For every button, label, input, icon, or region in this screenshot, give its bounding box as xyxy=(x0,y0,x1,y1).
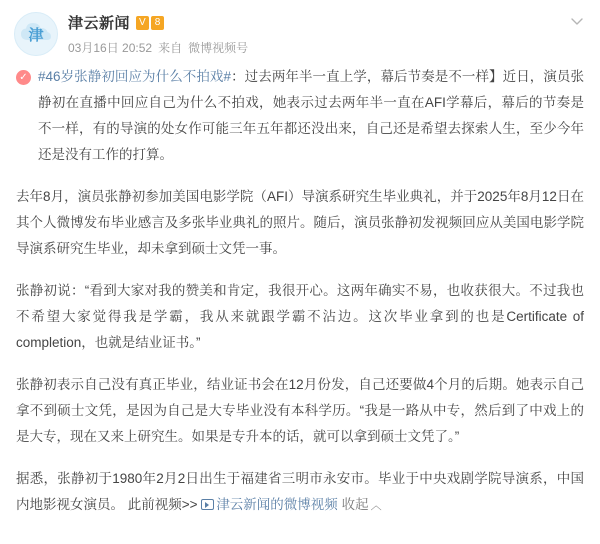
paragraph-5-text: 据悉，张静初于1980年2月2日出生于福建省三明市永安市。毕业于中央戏剧学院导演系，中国内地影视女演员。 xyxy=(16,471,584,512)
bottom-fade xyxy=(0,530,600,544)
name-row xyxy=(68,12,584,32)
post-paragraph-3: 张静初说：“看到大家对我的赞美和肯定，我很开心。这两年确实不易，也收获很大。不过我也不希望大家觉得我是学霸，我从来就跟学霸不沾边。这次毕业拿到的也是Certificate of completion，也就是结业证书。” xyxy=(16,283,584,350)
paragraph-1-text: ：过去两年半一直上学，幕后节奏是不一样】近日，演员张静初在直播中回应自己为什么不拍戏，她表示过去两年半一直在AFI学幕后，幕后的节奏是不一样，有的导演的处女作可能三年五年都还没出来，自己还是希望去探索人生，至少今年还是没有工作的打算。 xyxy=(38,69,584,162)
header-text-block xyxy=(68,12,584,56)
post-meta xyxy=(68,39,584,56)
collapse-label: 收起 xyxy=(341,497,369,512)
hot-dot-glyph: ✓ xyxy=(19,71,28,83)
post-paragraph-1 xyxy=(16,64,584,168)
avatar-text: 津 xyxy=(28,26,44,44)
collapse-arrow: ︿ xyxy=(370,500,382,512)
video-link[interactable] xyxy=(201,497,338,512)
post-paragraph-5 xyxy=(16,466,584,519)
avatar[interactable] xyxy=(14,12,58,56)
post-paragraph-2: 去年8月，演员张静初参加美国电影学院（AFI）导演系研究生毕业典礼，并于2025年8月12日在其个人微博发布毕业感言及多张毕业典礼的照片。随后，演员张静初发视频回应从美国电影学院导演系研究生毕业，却未拿到硕士文凭一事。 xyxy=(16,189,584,256)
verified-badge[interactable]: V xyxy=(136,16,149,30)
video-camera-icon xyxy=(201,499,214,510)
collapse-button[interactable] xyxy=(342,497,382,512)
topic-link[interactable]: #46岁张静初回应为什么不拍戏# xyxy=(38,69,232,84)
account-name[interactable]: 津云新闻 xyxy=(68,14,131,32)
video-prefix: 此前视频>> xyxy=(127,497,198,512)
level-badge[interactable]: 8 xyxy=(151,16,165,30)
post-content xyxy=(0,64,600,519)
post-timestamp: 03月16日 20:52 xyxy=(68,41,153,55)
video-link-label: 津云新闻的微博视频 xyxy=(216,497,338,512)
post-paragraph-4: 张静初表示自己没有真正毕业，结业证书会在12月份发，自己还要做4个月的后期。她表示自己拿不到硕士文凭，是因为自己是大专毕业没有本科学历。“我是一路从中专，然后到了中戏上的是大专，现在又来上研究生。如果是专升本的话，就可以拿到硕士文凭了。” xyxy=(16,377,584,444)
post-header xyxy=(0,0,600,62)
hot-dot-icon xyxy=(16,70,31,85)
chevron-down-icon[interactable] xyxy=(570,14,584,28)
post-source[interactable]: 微博视频号 xyxy=(188,41,249,55)
source-prefix: 来自 xyxy=(158,41,183,55)
